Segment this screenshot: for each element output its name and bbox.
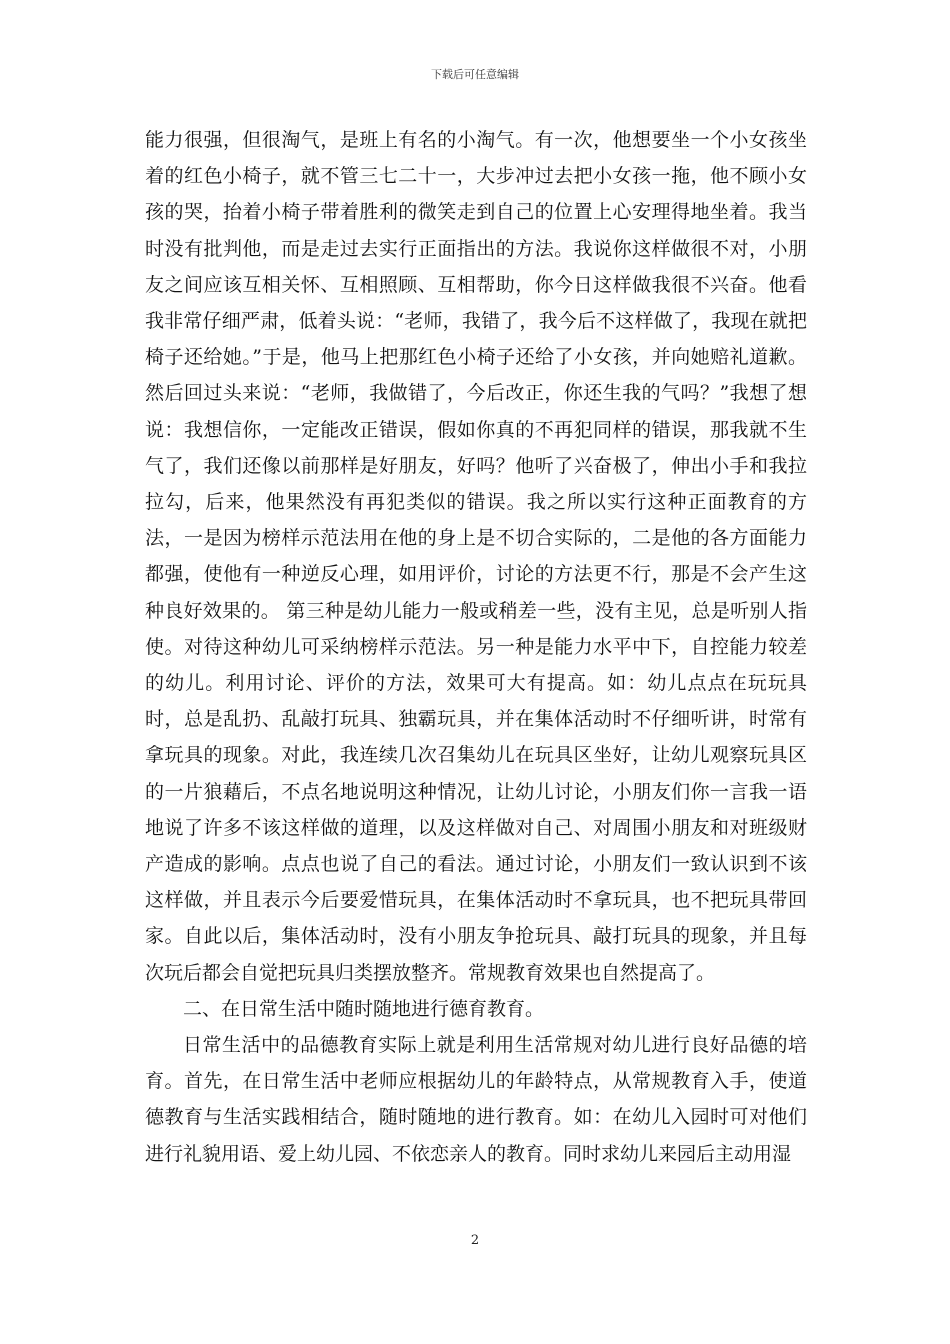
document-body — [145, 122, 807, 1172]
paragraph: 日常生活中的品德教育实际上就是利用生活常规对幼儿进行良好品德的培育。首先，在日常生活中老师应根据幼儿的年龄特点，从常规教育入手，使道德教育与生活实践相结合，随时随地的进行教育。如：在幼儿入园时可对他们进行礼貌用语、爱上幼儿园、不依恋亲人的教育。同时求幼儿来园后主动用湿 — [145, 1034, 807, 1165]
page-header: 下载后可任意编辑 — [431, 68, 519, 81]
paragraph-continued: 能力很强，但很淘气，是班上有名的小淘气。有一次，他想要坐一个小女孩坐着的红色小椅子，就不管三七二十一，大步冲过去把小女孩一拖，他不顾小女孩的哭，抬着小椅子带着胜利的微笑走到自己的位置上心安理得地坐着。我当时没有批判他，而是走过去实行正面指出的方法。我说你这样做很不对，小朋友之间应该互相关怀、互相照顾、互相帮助，你今日这样做我很不兴奋。他看我非常仔细严肃，低着头说：“老师，我错了，我今后不这样做了，我现在就把椅子还给她。”于是，他马上把那红色小椅子还给了小女孩，并向她赔礼道歉。然后回过头来说：“老师，我做错了，今后改正，你还生我的气吗？”我想了想说：我想信你，一定能改正错误，假如你真的不再犯同样的错误，那我就不生气了，我们还像以前那样是好朋友，好吗？他听了兴奋极了，伸出小手和我拉拉勾，后来，他果然没有再犯类似的错误。我之所以实行这种正面教育的方法，一是因为榜样示范法用在他的身上是不切合实际的，二是他的各方面能力都强，使他有一种逆反心理，如用评价，讨论的方法更不行，那是不会产生这种良好效果的。 第三种是幼儿能力一般或稍差一些，没有主见，总是听别人指使。对待这种幼儿可采纳榜样示范法。另一种是能力水平中下，自控能力较差的幼儿。利用讨论、评价的方法，效果可大有提高。如：幼儿点点在玩玩具时，总是乱扔、乱敲打玩具、独霸玩具，并在集体活动时不仔细听讲，时常有拿玩具的现象。对此，我连续几次召集幼儿在玩具区坐好，让幼儿观察玩具区的一片狼藉后，不点名地说明这种情况，让幼儿讨论，小朋友们你一言我一语地说了许多不该这样做的道理，以及这样做对自己、对周围小朋友和对班级财产造成的影响。点点也说了自己的看法。通过讨论，小朋友们一致认识到不该这样做，并且表示今后要爱惜玩具，在集体活动时不拿玩具，也不把玩具带回家。自此以后，集体活动时，没有小朋友争抢玩具、敲打玩具的现象，并且每次玩后都会自觉把玩具归类摆放整齐。常规教育效果也自然提高了。 — [145, 129, 807, 984]
page-number: 2 — [470, 1233, 480, 1248]
section-heading: 二、在日常生活中随时随地进行德育教育。 — [183, 997, 545, 1020]
